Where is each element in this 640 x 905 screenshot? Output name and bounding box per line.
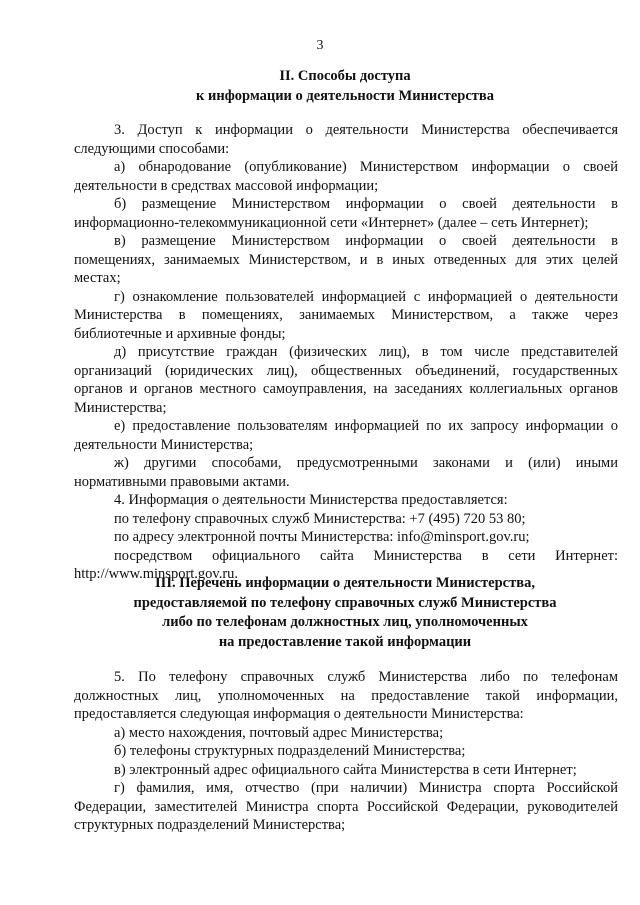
list-item: б) телефоны структурных подразделений Министерства; bbox=[114, 743, 466, 759]
section-3-title-line: на предоставление такой информации bbox=[218, 633, 472, 650]
section-3-title-line: III. Перечень информации о деятельности Министерства, bbox=[155, 575, 535, 591]
list-item: д) присутствие граждан (физических лиц), в том числе представителей организаций (юридических лиц), общественных объединений, государственных органов и органов местного самоуправления, на заседаниях коллегиальных органов Министерства; bbox=[74, 344, 618, 416]
list-item: в) размещение Министерством информации о своей деятельности в помещениях, занимаемых Министерством, и в иных отведенных для этих целей местах; bbox=[74, 233, 618, 286]
list-item: г) ознакомление пользователей информацией с информацией о деятельности Министерства в помещениях, занимаемых Министерством, а также через библиотечные и архивные фонды; bbox=[74, 288, 618, 342]
section-3-title-line: либо по телефонам должностных лиц, уполномоченных bbox=[162, 614, 528, 630]
paragraph: 5. По телефону справочных служб Министерства либо по телефонам должностных лиц, уполномоченных на предоставление такой информации, предоставляется следующая информация о деятельности Министерства: bbox=[74, 669, 618, 722]
list-item: а) место нахождения, почтовый адрес Министерства; bbox=[114, 724, 444, 741]
contact-email: по адресу электронной почты Министерства: info@minsport.gov.ru; bbox=[114, 529, 530, 545]
page-number: 3 bbox=[316, 38, 324, 53]
list-item: б) размещение Министерством информации о своей деятельности в информационно-телекоммуникационной сети «Интернет» (далее – сеть Интернет); bbox=[74, 196, 618, 231]
section-2-title-line: II. Способы доступа bbox=[279, 68, 411, 84]
section-2-body bbox=[74, 121, 618, 584]
section-2-title-line: к информации о деятельности Министерства bbox=[196, 87, 494, 104]
section-2-heading bbox=[60, 67, 630, 106]
list-item: ж) другими способами, предусмотренными законами и (или) иными нормативными правовыми актами. bbox=[74, 455, 618, 490]
contact-phone: по телефону справочных служб Министерства: +7 (495) 720 53 80; bbox=[114, 510, 526, 527]
section-3-title-line: предоставляемой по телефону справочных служб Министерства bbox=[133, 594, 557, 611]
paragraph: 3. Доступ к информации о деятельности Министерства обеспечивается следующими способами: bbox=[74, 122, 618, 157]
section-3-body bbox=[74, 668, 618, 835]
list-item: г) фамилия, имя, отчество (при наличии) Министра спорта Российской Федерации, заместителей Министра спорта Российской Федерации, руководителей структурных подразделений Министерства; bbox=[74, 780, 618, 833]
paragraph: 4. Информация о деятельности Министерства предоставляется: bbox=[114, 492, 508, 508]
list-item: в) электронный адрес официального сайта Министерства в сети Интернет; bbox=[114, 761, 577, 778]
list-item: а) обнародование (опубликование) Министерством информации о своей деятельности в средствах массовой информации; bbox=[74, 159, 618, 194]
section-3-heading bbox=[60, 574, 630, 652]
contact-website: посредством официального сайта Министерства в сети Интернет: http://www.minsport.gov.ru. bbox=[74, 547, 618, 582]
list-item: е) предоставление пользователям информацией по их запросу информации о деятельности Министерства; bbox=[74, 418, 618, 453]
